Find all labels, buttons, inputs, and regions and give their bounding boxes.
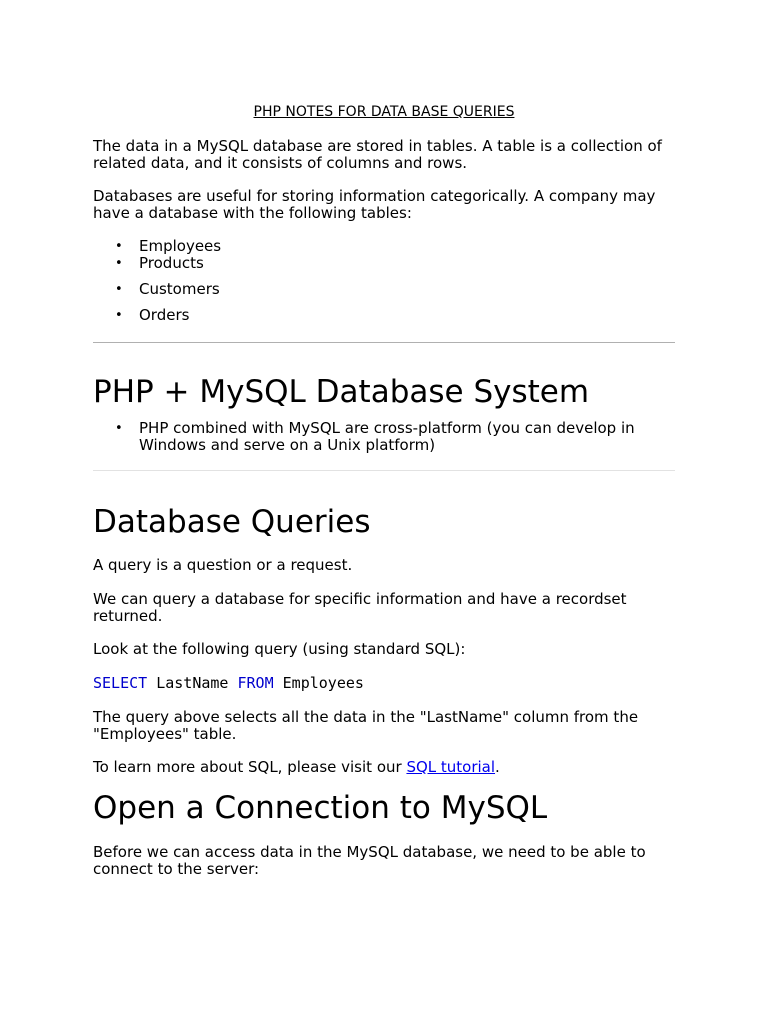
list-item: • Orders: [93, 307, 675, 324]
sql-tutorial-prefix: To learn more about SQL, please visit our: [93, 758, 407, 776]
tables-list-continued: [93, 307, 675, 324]
connection-paragraph-1: Before we can access data in the MySQL database, we need to be able to connect to the server:: [93, 843, 646, 878]
sql-table: Employees: [273, 674, 364, 692]
sql-keyword-from: FROM: [237, 674, 274, 692]
document-title: PHP NOTES FOR DATA BASE QUERIES: [253, 104, 515, 120]
intro-paragraph-2: Databases are useful for storing information categorically. A company may have a database with the following tables:: [93, 187, 656, 222]
queries-paragraph-4: The query above selects all the data in the "LastName" column from the "Employees" table.: [93, 708, 639, 743]
tables-list: [93, 238, 675, 272]
queries-paragraph-2: We can query a database for specific information and have a recordset returned.: [93, 590, 627, 625]
list-item: • Employees: [93, 238, 675, 255]
sql-tutorial-link[interactable]: SQL tutorial: [406, 758, 496, 776]
php-mysql-list: [93, 420, 675, 454]
section-heading-php-mysql: PHP + MySQL Database System: [93, 374, 590, 410]
sql-keyword-select: SELECT: [93, 674, 148, 692]
section-heading-open-connection: Open a Connection to MySQL: [93, 790, 548, 826]
section-heading-database-queries: Database Queries: [93, 504, 371, 540]
list-item: • Products: [93, 255, 675, 272]
divider: [93, 470, 675, 471]
list-item: • PHP combined with MySQL are cross-platform (you can develop in Windows and serve on a Unix platform): [93, 420, 675, 454]
sql-column: LastName: [147, 674, 238, 692]
sql-code-line: [93, 675, 675, 692]
tables-list-continued: [93, 281, 675, 298]
divider: [93, 342, 675, 343]
queries-paragraph-1: A query is a question or a request.: [93, 556, 353, 574]
intro-paragraph-1: The data in a MySQL database are stored in tables. A table is a collection of related data, and it consists of columns and rows.: [93, 137, 662, 172]
queries-paragraph-3: Look at the following query (using standard SQL):: [93, 640, 466, 658]
sql-tutorial-suffix: .: [495, 758, 500, 776]
queries-paragraph-5: [93, 759, 675, 776]
list-item: • Customers: [93, 281, 675, 298]
